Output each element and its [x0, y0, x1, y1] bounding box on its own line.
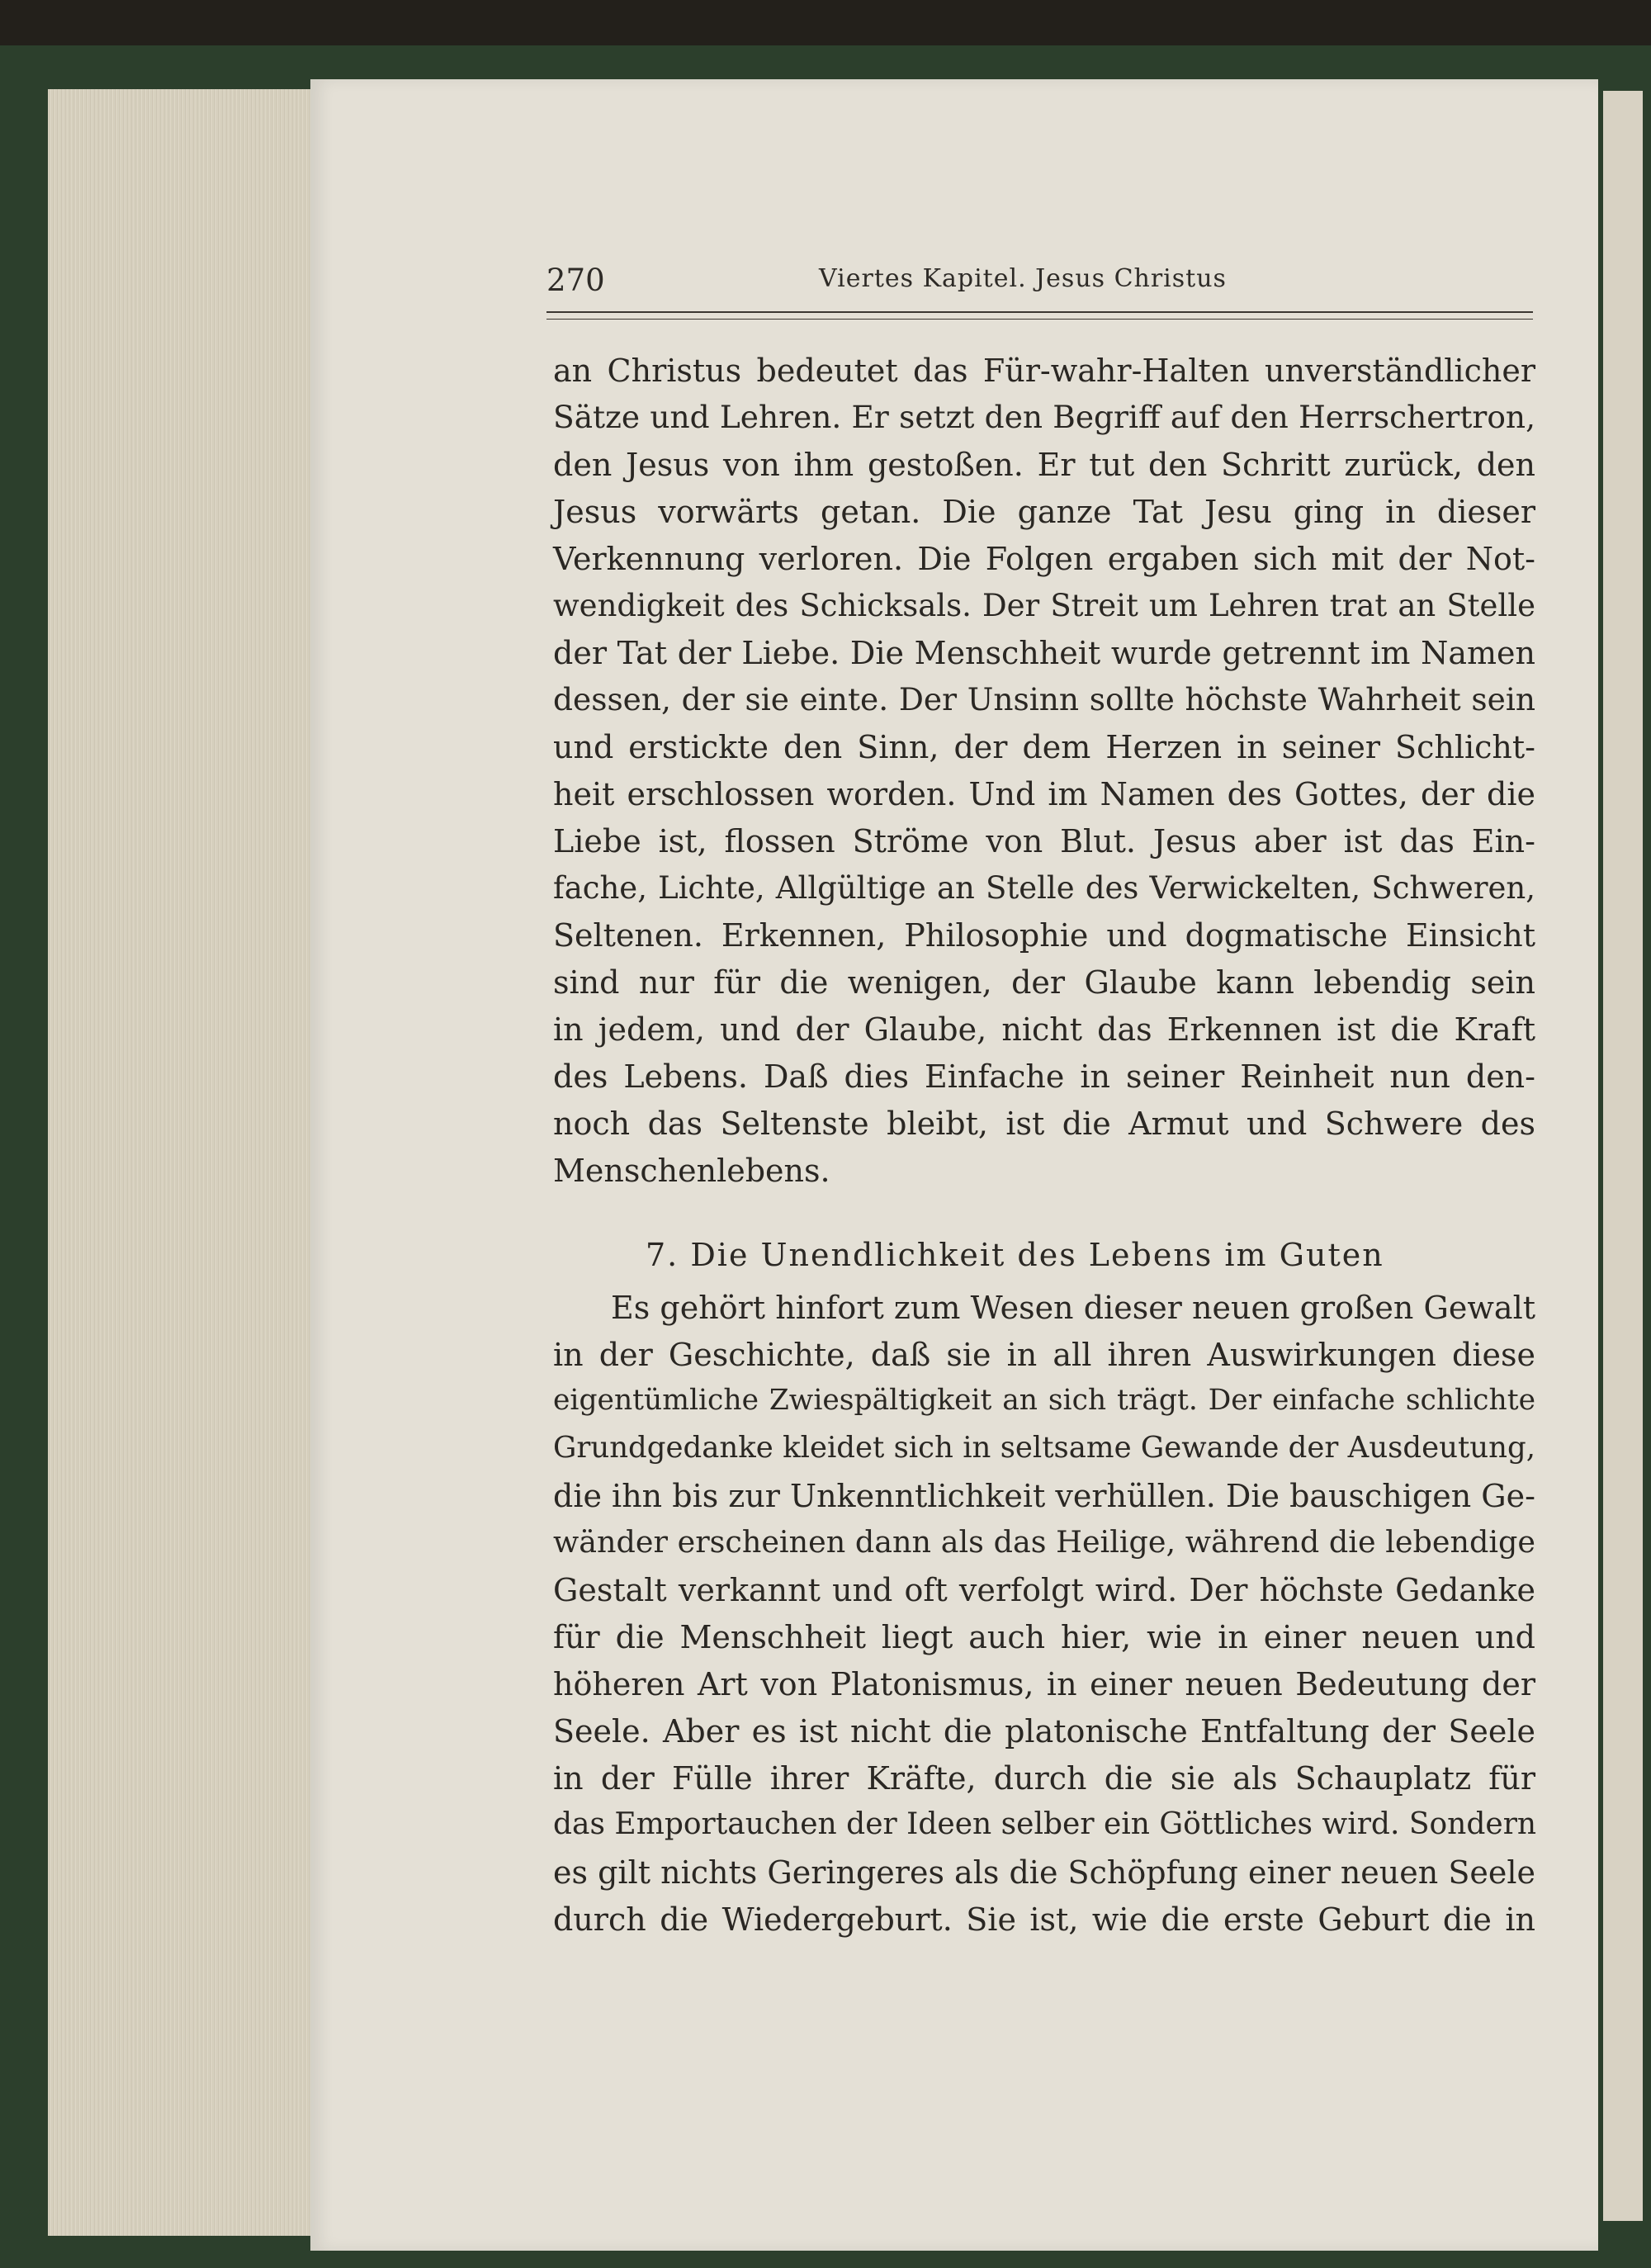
text-line: in jedem, und der Glaube, nicht das Erkennen ist die Kraft	[553, 1011, 1535, 1048]
text-line: in der Fülle ihrer Kräfte, durch die sie als Schauplatz für	[553, 1760, 1535, 1797]
text-line: eigentümliche Zwiespältigkeit an sich trägt. Der einfache schlichte	[553, 1384, 1535, 1417]
text-line: Jesus vorwärts getan. Die ganze Tat Jesu ging in dieser	[553, 494, 1535, 530]
text-line: Es gehört hinfort zum Wesen dieser neuen großen Gewalt	[611, 1290, 1535, 1326]
text-line: höheren Art von Platonismus, in einer neuen Bedeutung der	[553, 1666, 1535, 1702]
header-rule	[546, 311, 1533, 320]
text-line: das Emportauchen der Ideen selber ein Göttliches wird. Sondern	[553, 1807, 1537, 1841]
text-line: Gestalt verkannt und oft verfolgt wird. Der höchste Gedanke	[553, 1572, 1535, 1608]
text-line: die ihn bis zur Unkenntlichkeit verhüllen. Die bauschigen Ge-	[553, 1478, 1535, 1514]
text-line: Menschenlebens.	[553, 1153, 830, 1189]
text-line: noch das Seltenste bleibt, ist die Armut und Schwere des	[553, 1106, 1535, 1142]
text-line: der Tat der Liebe. Die Menschheit wurde getrennt im Namen	[553, 635, 1535, 671]
text-line: den Jesus von ihm gestoßen. Er tut den Schritt zurück, den	[553, 447, 1535, 483]
text-line: in der Geschichte, daß sie in all ihren Auswirkungen diese	[553, 1337, 1535, 1373]
text-line: es gilt nichts Geringeres als die Schöpfung einer neuen Seele	[553, 1854, 1535, 1891]
text-line: wendigkeit des Schicksals. Der Streit um Lehren trat an Stelle	[553, 588, 1535, 623]
text-line: und erstickte den Sinn, der dem Herzen in seiner Schlicht-	[553, 729, 1535, 765]
text-line: für die Menschheit liegt auch hier, wie in einer neuen und	[553, 1619, 1535, 1655]
adjacent-page-edge	[1603, 91, 1643, 2221]
text-line: heit erschlossen worden. Und im Namen des Gottes, der die	[553, 776, 1535, 812]
text-line: dessen, der sie einte. Der Unsinn sollte höchste Wahrheit sein	[553, 681, 1535, 717]
section-heading: 7. Die Unendlichkeit des Lebens im Guten	[646, 1237, 1384, 1273]
text-line: Verkennung verloren. Die Folgen ergaben sich mit der Not-	[553, 541, 1535, 577]
page-number: 270	[546, 263, 605, 298]
text-line: sind nur für die wenigen, der Glaube kann lebendig sein	[553, 964, 1535, 1001]
text-line: Liebe ist, flossen Ströme von Blut. Jesus aber ist das Ein-	[553, 823, 1535, 859]
text-line: wänder erscheinen dann als das Heilige, während die lebendige	[553, 1524, 1535, 1560]
text-line: Seele. Aber es ist nicht die platonische Entfaltung der Seele	[553, 1713, 1535, 1750]
chapter-header: Viertes Kapitel. Jesus Christus	[819, 264, 1227, 293]
page-edges	[48, 89, 320, 2236]
text-line: Seltenen. Erkennen, Philosophie und dogmatische Einsicht	[553, 917, 1535, 954]
text-line: durch die Wiedergeburt. Sie ist, wie die erste Geburt die in	[553, 1901, 1535, 1938]
running-head	[546, 263, 1533, 308]
text-line: des Lebens. Daß dies Einfache in seiner Reinheit nun den-	[553, 1058, 1535, 1095]
text-line: fache, Lichte, Allgültige an Stelle des Verwickelten, Schweren,	[553, 870, 1535, 906]
text-line: Grundgedanke kleidet sich in seltsame Gewande der Ausdeutung,	[553, 1431, 1535, 1465]
text-line: an Christus bedeutet das Für-wahr-Halten unverständlicher	[553, 353, 1535, 389]
text-line: Sätze und Lehren. Er setzt den Begriff auf den Herrschertron,	[553, 399, 1535, 435]
